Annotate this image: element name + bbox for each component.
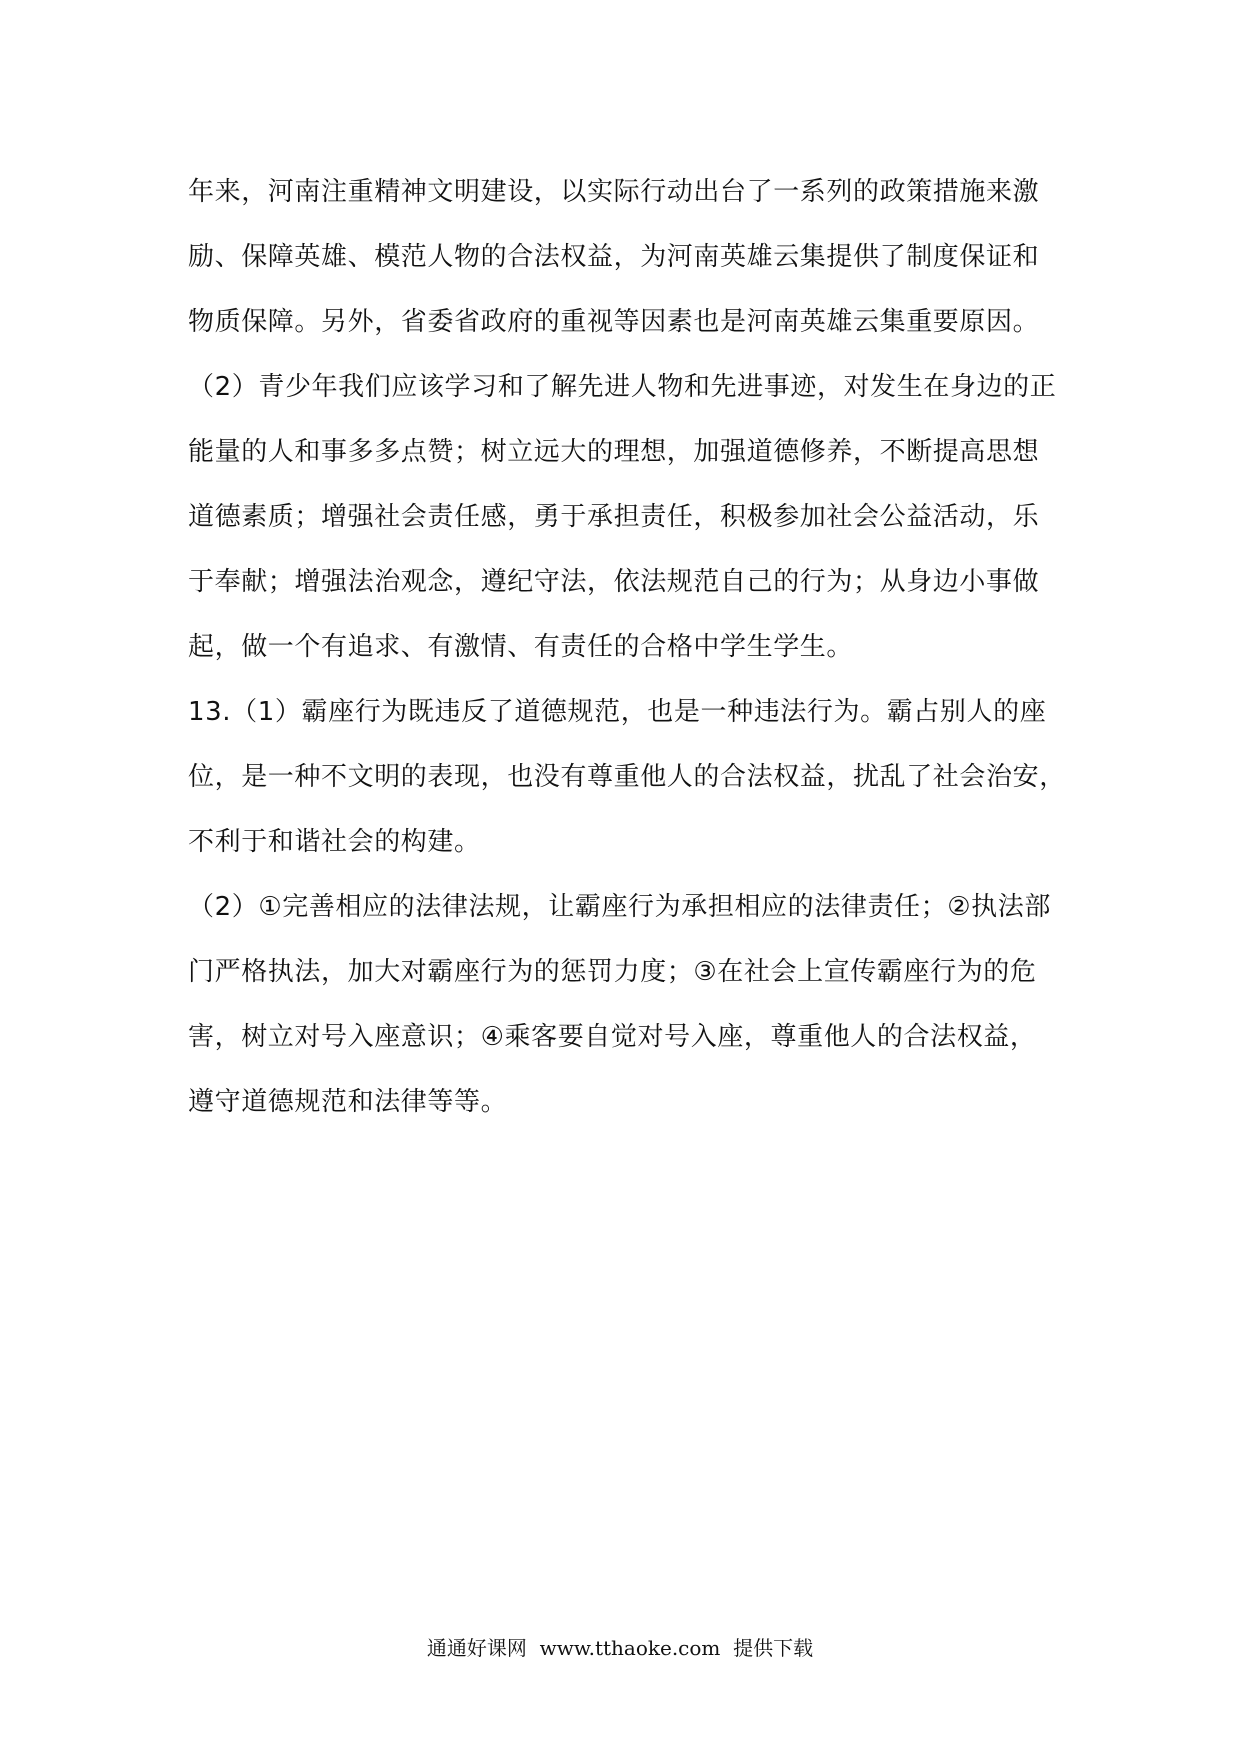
text-line: 道德素质；增强社会责任感，勇于承担责任，积极参加社会公益活动，乐 [188, 502, 1040, 532]
text-line: 年来，河南注重精神文明建设，以实际行动出台了一系列的政策措施来激 [188, 177, 1040, 207]
answer-text-block [188, 160, 1066, 1135]
text-line: （2）①完善相应的法律法规，让霸座行为承担相应的法律责任；②执法部 [188, 892, 1051, 922]
text-line: 门严格执法，加大对霸座行为的惩罚力度；③在社会上宣传霸座行为的危 [188, 957, 1037, 987]
text-line: （2）青少年我们应该学习和了解先进人物和先进事迹，对发生在身边的正 [188, 372, 1057, 402]
text-line: 害，树立对号入座意识；④乘客要自觉对号入座，尊重他人的合法权益， [188, 1022, 1037, 1052]
text-line: 不利于和谐社会的构建。 [188, 827, 481, 857]
text-line: 物质保障。另外，省委省政府的重视等因素也是河南英雄云集重要原因。 [188, 307, 1040, 337]
text-line: 位，是一种不文明的表现，也没有尊重他人的合法权益，扰乱了社会治安， [188, 762, 1066, 792]
footer-source-text: 通通好课网 www.tthaoke.com 提供下载 [426, 1636, 814, 1660]
text-line: 遵守道德规范和法律等等。 [188, 1087, 508, 1117]
text-line: 于奉献；增强法治观念，遵纪守法，依法规范自己的行为；从身边小事做 [188, 567, 1040, 597]
text-line: 能量的人和事多多点赞；树立远大的理想，加强道德修养，不断提高思想 [188, 437, 1040, 467]
text-line: 起，做一个有追求、有激情、有责任的合格中学生学生。 [188, 632, 854, 662]
text-line: 励、保障英雄、模范人物的合法权益，为河南英雄云集提供了制度保证和 [188, 242, 1040, 272]
text-line: 13.（1）霸座行为既违反了道德规范，也是一种违法行为。霸占别人的座 [188, 697, 1047, 727]
